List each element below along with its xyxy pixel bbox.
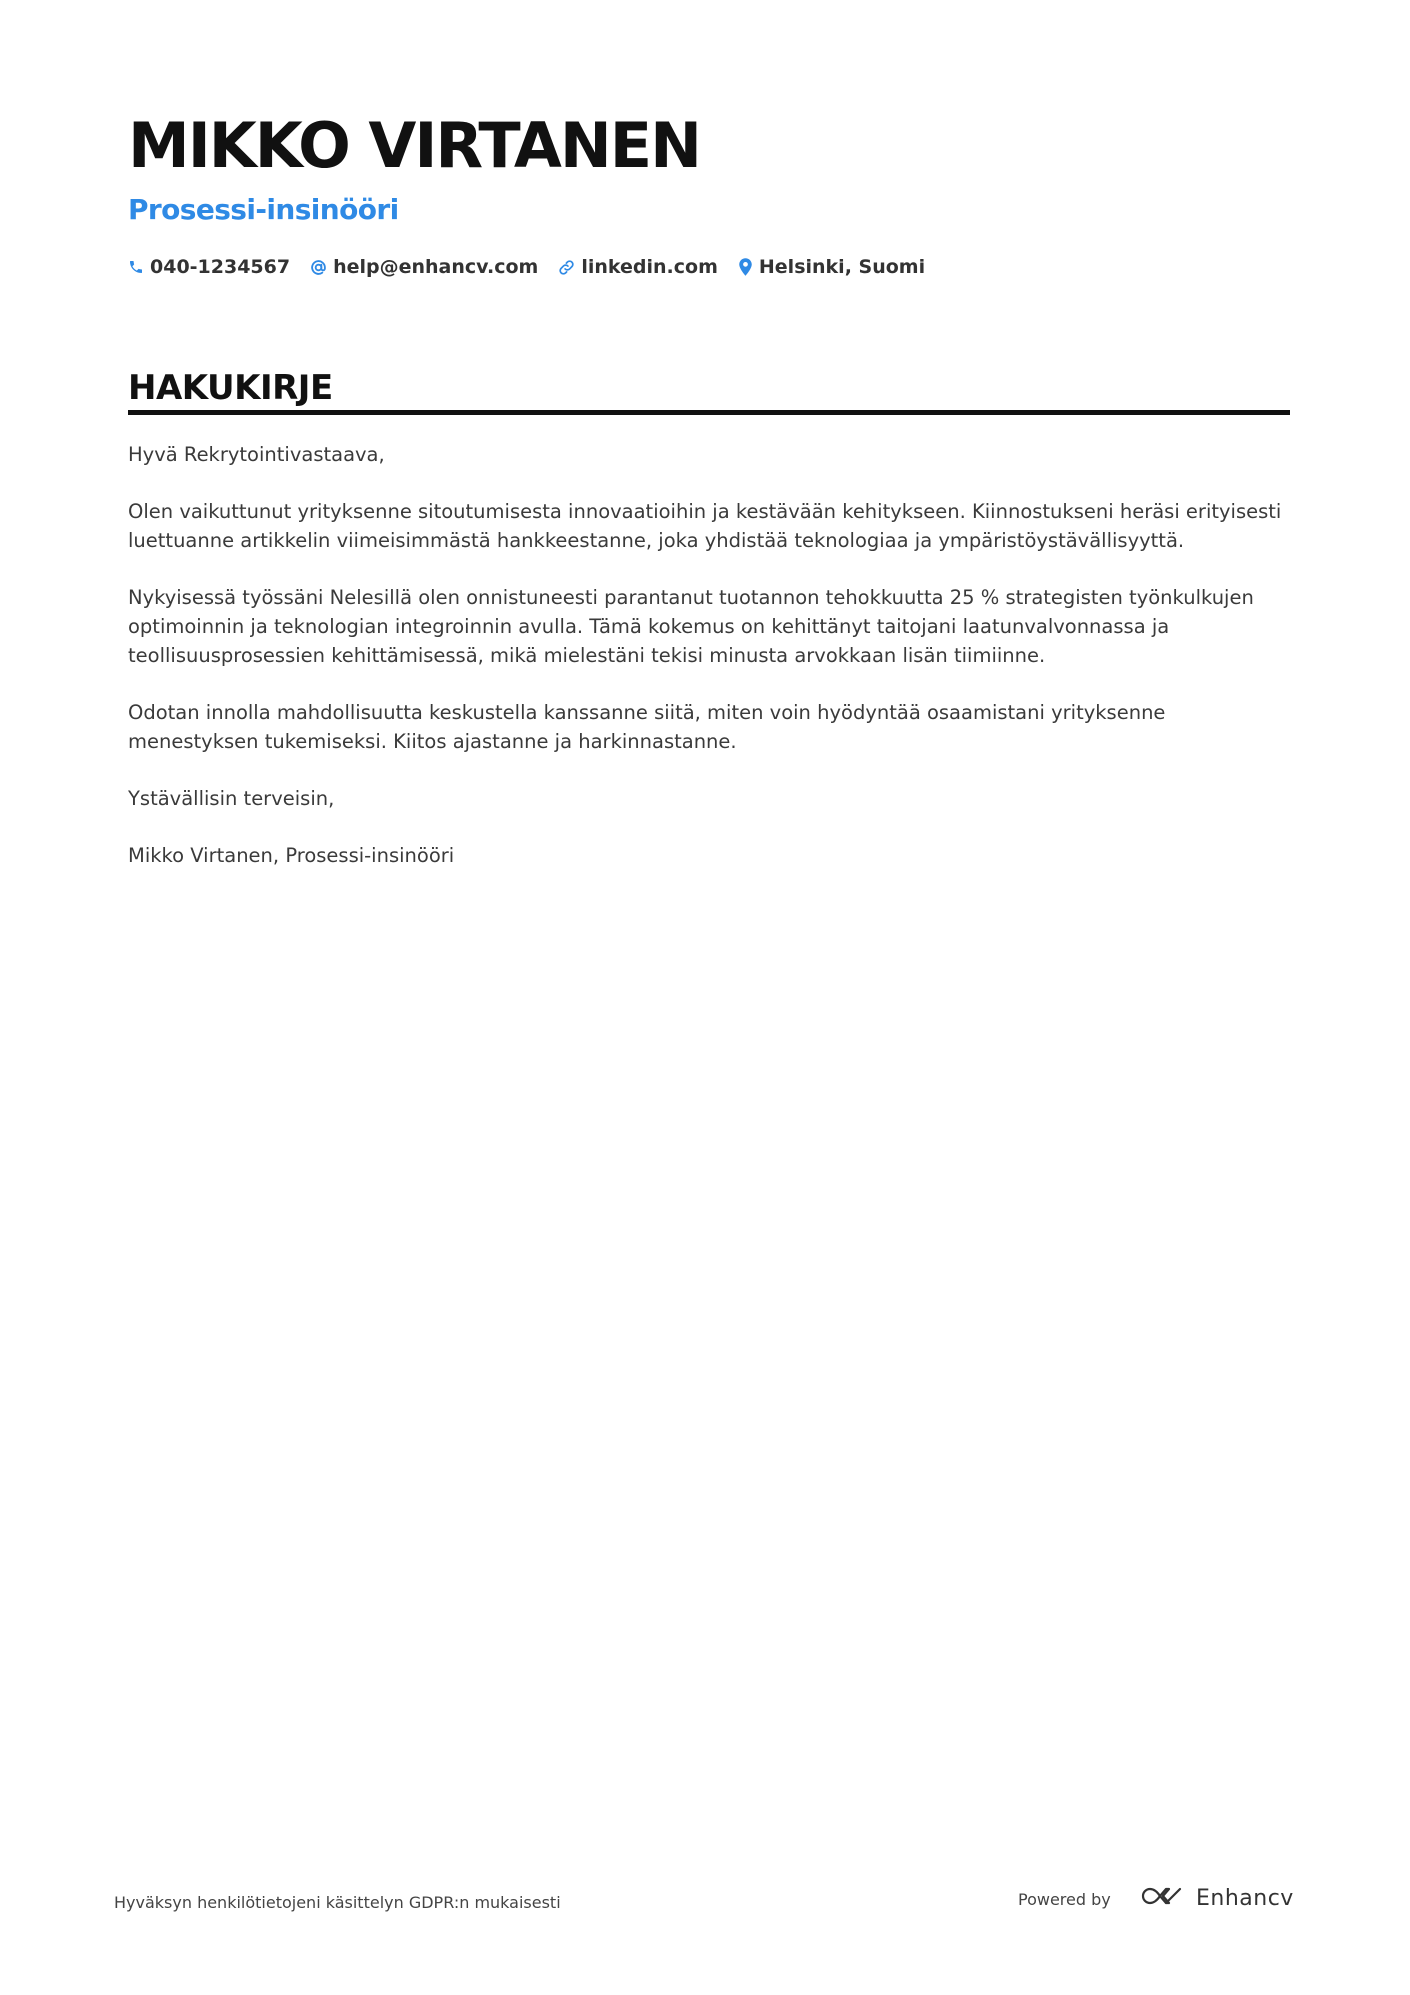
contact-location — [738, 256, 925, 278]
location-pin-icon — [738, 258, 753, 276]
brand-name: Enhancv — [1196, 1886, 1294, 1911]
letter-body — [128, 440, 1298, 898]
section-title: HAKUKIRJE — [128, 368, 333, 408]
enhancv-logo-icon — [1138, 1884, 1184, 1913]
job-title: Prosessi-insinööri — [128, 193, 399, 226]
letter-paragraph: Olen vaikuttunut yrityksenne sitoutumisesta innovaatioihin ja kestävään kehitykseen. Kiinnostukseni heräsi erityisesti luettuanne artikkelin viimeisimmästä hankkeestanne, joka yhdistää teknologiaa ja ympäristöystävällisyyttä. — [128, 500, 1282, 552]
letter-salutation: Hyvä Rekrytointivastaava, — [128, 443, 385, 466]
location-text: Helsinki, Suomi — [758, 256, 926, 278]
contact-row — [128, 252, 925, 282]
phone-icon — [128, 259, 144, 275]
linkedin-text[interactable]: linkedin.com — [581, 256, 718, 278]
email-text[interactable]: help@enhancv.com — [333, 256, 539, 278]
candidate-name: MIKKO VIRTANEN — [128, 109, 700, 182]
letter-paragraph: Nykyisessä työssäni Nelesillä olen onnistuneesti parantanut tuotannon tehokkuutta 25 % strategisten työnkulkujen optimoinnin ja teknologian integroinnin avulla. Tämä kokemus on kehittänyt taitojani laatunvalvonnassa ja teollisuusprosessien kehittämisessä, mikä mielestäni tekisi minusta arvokkaan lisän tiimiinne. — [128, 586, 1254, 667]
gdpr-consent-text: Hyväksyn henkilötietojeni käsittelyn GDPR:n mukaisesti — [114, 1893, 561, 1912]
section-divider — [128, 410, 1290, 415]
contact-email[interactable] — [310, 256, 538, 278]
phone-text: 040-1234567 — [150, 256, 291, 278]
link-icon — [558, 259, 575, 276]
letter-paragraph: Odotan innolla mahdollisuutta keskustella kanssanne siitä, miten voin hyödyntää osaamistani yrityksenne menestyksen tukemiseksi. Kiitos ajastanne ja harkinnastanne. — [128, 701, 1166, 753]
brand-logo[interactable] — [1138, 1884, 1294, 1913]
contact-linkedin[interactable] — [558, 256, 718, 278]
at-icon — [310, 259, 327, 276]
letter-closing: Ystävällisin terveisin, — [128, 787, 335, 810]
letter-signature: Mikko Virtanen, Prosessi-insinööri — [128, 844, 455, 867]
contact-phone — [128, 256, 290, 278]
powered-by-label: Powered by — [1018, 1890, 1111, 1909]
